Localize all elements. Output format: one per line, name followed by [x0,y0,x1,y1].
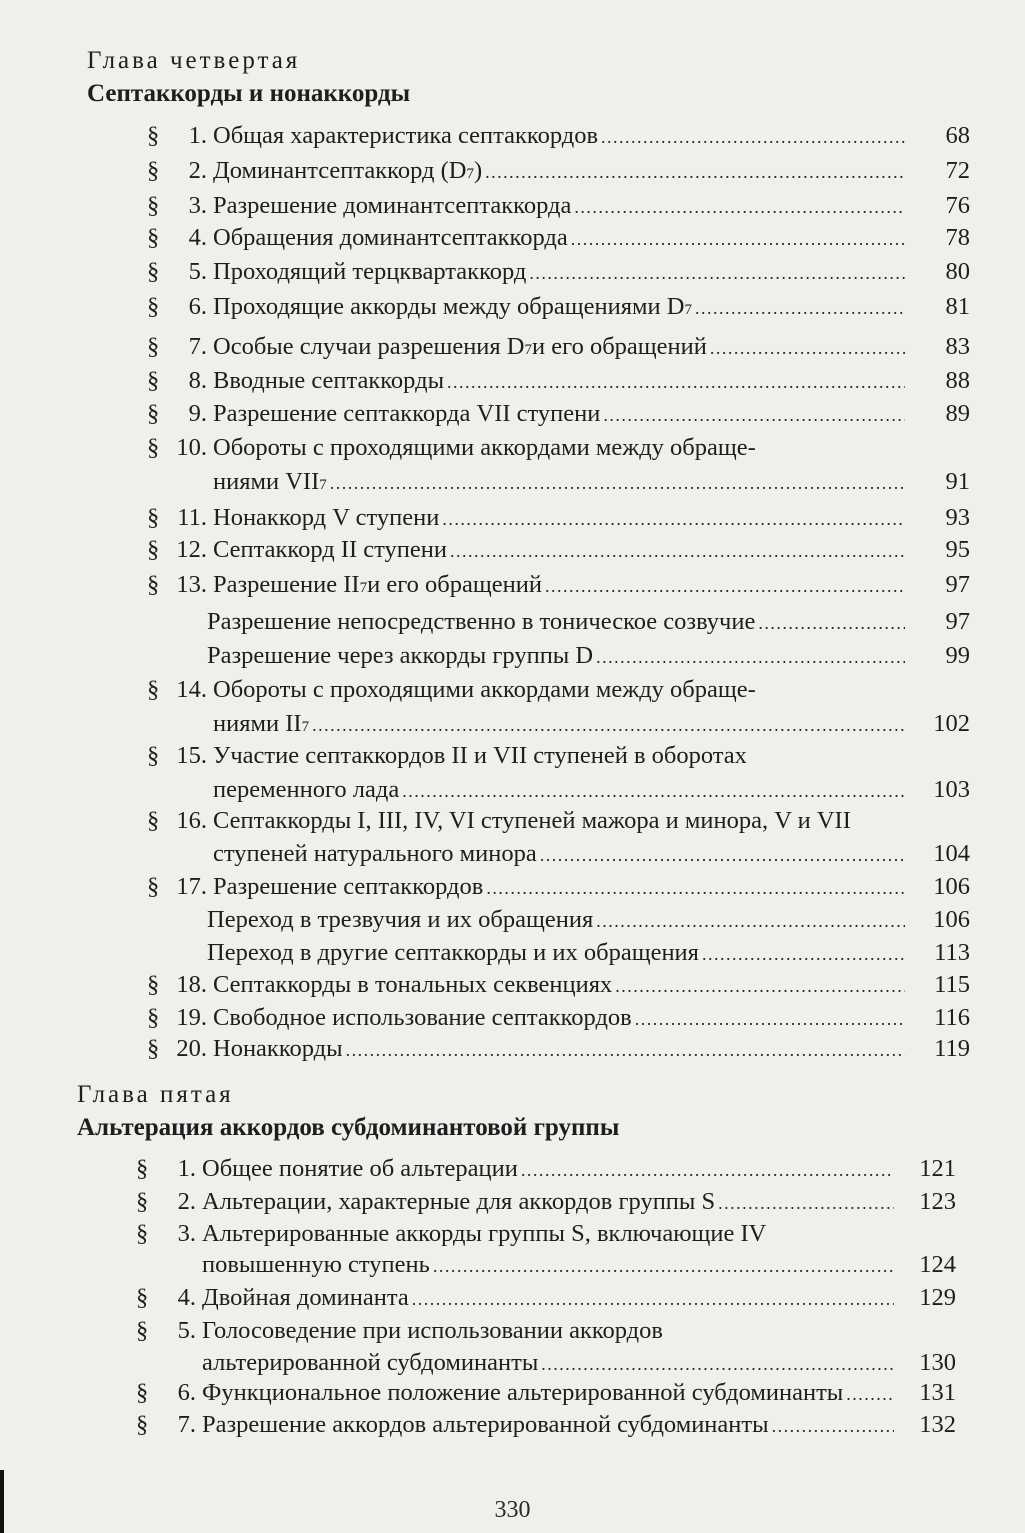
dot-leader [442,503,905,535]
toc-entry[interactable] [136,1282,956,1314]
chapter-label: Глава четвертая [87,47,301,74]
toc-entry[interactable]: § 2. Доминантсептаккорд (D 7 ) ..... 72 [147,155,970,187]
section-sign: § [136,1317,149,1344]
page-edge-shadow [0,1470,4,1533]
entry-title: Переход в другие септаккорды и их обращения [207,939,699,966]
toc-entry[interactable] [147,969,970,1001]
page-ref: 97 [945,571,970,598]
entry-title-suffix: ) [473,157,483,184]
toc-entry[interactable]: § 6. Проходящие аккорды между обращениями D 7 ..... 81 [147,291,970,323]
entry-title: переменного лада [213,776,400,803]
section-number: 18. [176,971,207,998]
toc-entry[interactable] [147,1033,970,1065]
section-number: 1. [188,122,207,149]
page-ref: 76 [945,192,970,219]
toc-entry[interactable] [147,937,970,969]
section-sign: § [147,258,160,285]
section-number: 5. [177,1317,196,1344]
toc-entry[interactable] [147,256,970,288]
toc-entry[interactable] [147,222,970,254]
dot-leader [545,570,905,602]
section-number: 11. [177,504,207,531]
entry-title: Переход в трезвучия и их обращения [207,906,594,933]
entry-title: повышенную ступень [202,1251,430,1278]
toc-entry[interactable] [147,502,970,534]
section-sign: § [136,1379,149,1406]
dot-leader [574,191,905,223]
page-ref: 80 [945,258,970,285]
section-number: 10. [176,434,207,461]
entry-title: Септаккорды I, III, IV, VI ступеней мажора и минора, V и VII [213,807,851,834]
toc-entry[interactable]: § 7. Особые случаи разрешения D 7 и его обращений ..... 83 [147,331,970,363]
toc-entry[interactable]: § 14. Обороты с проходящими аккордами между обраще- ниями II 7 ..... 102 [147,674,970,740]
entry-title-suffix: и его обращений [367,571,542,598]
entry-title: Септаккорды в тональных секвенциях [213,971,613,998]
page-ref: 121 [919,1155,956,1182]
page-ref: 89 [945,400,970,427]
section-sign: § [147,676,160,703]
toc-entry[interactable] [147,640,970,672]
section-sign: § [147,742,160,769]
chapter-1 [87,46,410,110]
toc-entry[interactable] [147,904,970,936]
section-number: 19. [176,1004,207,1031]
section-number: 4. [177,1284,196,1311]
toc-entry[interactable] [136,1218,956,1281]
entry-title: Разрешение II [213,571,360,598]
page-ref: 72 [945,157,970,184]
toc-entry[interactable] [147,365,970,397]
dot-leader [402,775,905,807]
toc-entry[interactable] [147,740,970,806]
section-number: 14. [176,676,207,703]
page-ref: 88 [945,367,970,394]
entry-title: Свободное использование септаккордов [213,1004,632,1031]
section-sign: § [147,367,160,394]
page-ref: 131 [919,1379,956,1406]
dot-leader [540,839,905,871]
entry-title: Обороты с проходящими аккордами между обраще- [213,676,756,703]
entry-title: Обороты с проходящими аккордами между обраще- [213,434,756,461]
entry-title: ступеней натурального минора [213,840,537,867]
dot-leader [695,292,905,324]
page-ref: 103 [933,776,970,803]
dot-leader [346,1034,905,1066]
dot-leader [529,257,905,289]
section-sign: § [147,192,160,219]
toc-entry[interactable] [147,1002,970,1034]
dot-leader [447,366,905,398]
section-sign: § [147,157,160,184]
section-sign: § [136,1155,149,1182]
page-ref: 91 [945,468,970,495]
entry-title: Разрешение аккордов альтерированной субдоминанты [202,1411,769,1438]
dot-leader [615,970,905,1002]
entry-title: альтерированной субдоминанты [202,1349,539,1376]
page-ref: 81 [945,293,970,320]
entry-title: Голосоведение при использовании аккордов [202,1317,663,1344]
section-number: 8. [188,367,207,394]
entry-title: Вводные септаккорды [213,367,445,394]
section-sign: § [147,400,160,427]
section-number: 16. [176,807,207,834]
toc-entry[interactable] [147,871,970,903]
section-number: 4. [188,224,207,251]
entry-title: Разрешение доминантсептаккорда [213,192,572,219]
section-number: 1. [177,1155,196,1182]
toc-entry[interactable] [147,805,970,870]
entry-title: Нонаккорд V ступени [213,504,440,531]
toc-entry[interactable]: § 13. Разрешение II 7 и его обращений ..... 97 [147,569,970,601]
page-ref: 106 [933,873,970,900]
section-sign: § [147,1004,160,1031]
dot-leader [603,399,905,431]
dot-leader [635,1003,905,1035]
section-sign: § [147,971,160,998]
entry-title: Разрешение через аккорды группы D [207,642,594,669]
section-sign: § [147,873,160,900]
entry-title: Двойная доминанта [202,1284,409,1311]
page-ref: 97 [945,608,970,635]
toc-entry[interactable] [136,1409,956,1441]
toc-entry[interactable] [136,1377,956,1409]
page-ref: 99 [945,642,970,669]
page-ref: 106 [933,906,970,933]
dot-leader [702,938,905,970]
section-number: 7. [188,333,207,360]
dot-leader [710,332,905,364]
page-ref: 132 [919,1411,956,1438]
section-sign: § [136,1188,149,1215]
page-ref: 123 [919,1188,956,1215]
page-ref: 116 [934,1004,970,1031]
entry-title: Доминантсептаккорд (D [213,157,467,184]
section-number: 5. [188,258,207,285]
section-number: 2. [177,1188,196,1215]
section-sign: § [147,122,160,149]
dot-leader [601,121,905,153]
toc-entry[interactable] [147,534,970,566]
page-ref: 124 [919,1251,956,1278]
page-ref: 129 [919,1284,956,1311]
toc-entry[interactable] [147,606,970,638]
section-sign: § [147,536,160,563]
section-sign: § [147,1035,160,1062]
toc-entry[interactable] [147,398,970,430]
entry-title: ниями II [213,710,302,737]
page-ref: 83 [945,333,970,360]
entry-title: Альтерированные аккорды группы S, включающие IV [202,1220,767,1247]
page-ref: 93 [945,504,970,531]
dot-leader [718,1187,894,1219]
toc-entry[interactable] [136,1186,956,1218]
page-ref: 68 [945,122,970,149]
page-ref: 130 [919,1349,956,1376]
page-ref: 119 [934,1035,970,1062]
section-number: 3. [188,192,207,219]
section-number: 7. [177,1411,196,1438]
page-ref: 78 [945,224,970,251]
entry-title: Проходящие аккорды между обращениями D [213,293,685,320]
entry-title: Разрешение непосредственно в тоническое созвучие [207,608,756,635]
entry-title: Участие септаккордов II и VII ступеней в оборотах [213,742,747,769]
entry-title: Разрешение септаккордов [213,873,484,900]
entry-title: Особые случаи разрешения D [213,333,525,360]
dot-leader [596,905,905,937]
section-sign: § [136,1284,149,1311]
section-sign: § [147,333,160,360]
entry-title: Общая характеристика септаккордов [213,122,599,149]
dot-leader [433,1250,894,1282]
page-ref: 113 [934,939,970,966]
dot-leader [330,467,905,499]
page-ref: 104 [933,840,970,867]
section-number: 3. [177,1220,196,1247]
toc-entry[interactable] [136,1153,956,1185]
section-number: 6. [177,1379,196,1406]
entry-title: Разрешение септаккорда VII ступени [213,400,601,427]
dot-leader [312,709,905,741]
dot-leader [485,156,905,188]
section-number: 17. [176,873,207,900]
toc-entry[interactable] [147,120,970,152]
section-sign: § [147,571,160,598]
chapter-title: Септаккорды и нонаккорды [87,80,411,107]
section-number: 9. [188,400,207,427]
section-sign: § [147,224,160,251]
entry-title: Нонаккорды [213,1035,343,1062]
section-sign: § [136,1220,149,1247]
section-number: 20. [176,1035,207,1062]
dot-leader [521,1154,894,1186]
dot-leader [596,641,905,673]
dot-leader [486,872,905,904]
dot-leader [412,1283,894,1315]
section-sign: § [147,807,160,834]
page-ref: 95 [945,536,970,563]
section-number: 12. [176,536,207,563]
chapter-label: Глава пятая [77,1081,234,1108]
toc-entry[interactable]: § 10. Обороты с проходящими аккордами между обраще- ниями VII 7 ..... 91 [147,432,970,498]
section-sign: § [147,434,160,461]
entry-title: Альтерации, характерные для аккордов группы S [202,1188,716,1215]
entry-title: Функциональное положение альтерированной субдоминанты [202,1379,844,1406]
toc-entry[interactable] [136,1315,956,1379]
page-ref: 102 [933,710,970,737]
dot-leader [758,607,905,639]
entry-title: Общее понятие об альтерации [202,1155,518,1182]
dot-leader [772,1410,894,1442]
page-ref: 115 [934,971,970,998]
chapter-title: Альтерация аккордов субдоминантовой группы [77,1114,620,1141]
chapter-2 [77,1080,619,1144]
section-number: 13. [176,571,207,598]
section-sign: § [147,293,160,320]
section-sign: § [136,1411,149,1438]
dot-leader [450,535,905,567]
entry-title-suffix: и его обращений [532,333,707,360]
entry-title: Проходящий терцквартаккорд [213,258,527,285]
entry-title: Обращения доминантсептаккорда [213,224,568,251]
dot-leader [571,223,905,255]
dot-leader [846,1378,894,1410]
section-sign: § [147,504,160,531]
section-number: 2. [188,157,207,184]
entry-title: ниями VII [213,468,320,495]
entry-title: Септаккорд II ступени [213,536,447,563]
dot-leader [541,1348,894,1380]
page-number: 330 [494,1497,531,1523]
section-number: 6. [188,293,207,320]
section-number: 15. [176,742,207,769]
toc-entry[interactable] [147,190,970,222]
